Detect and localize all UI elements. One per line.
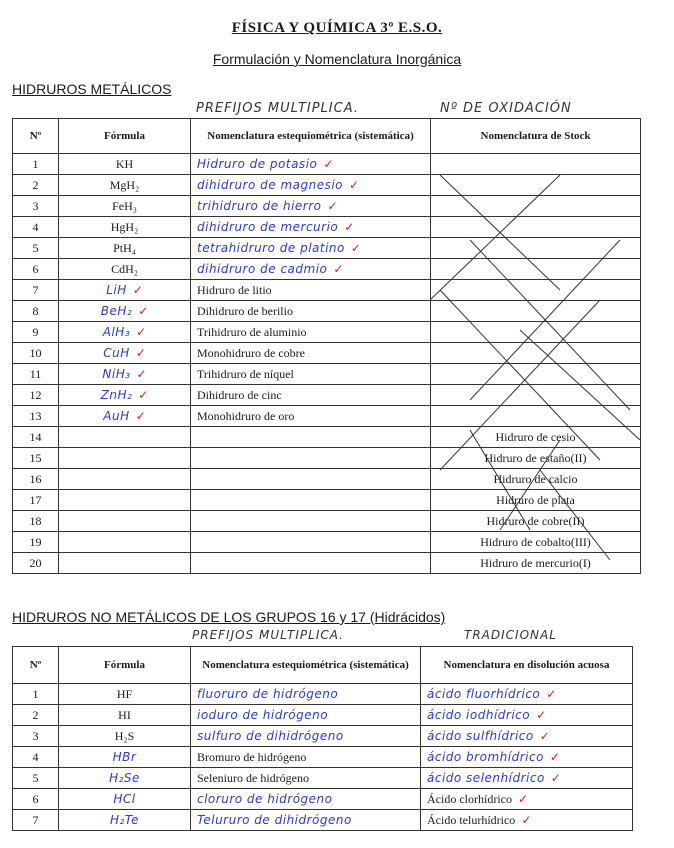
row-formula [59,810,191,831]
table-row [13,684,633,705]
checkmark-icon: ✓ [135,345,146,360]
checkmark-icon: ✓ [350,240,361,255]
document-title: FÍSICA Y QUÍMICA 3º E.S.O. [231,20,443,36]
row-num: 1 [13,684,59,705]
stoich-text: Dihidruro de berilio [197,303,293,318]
stoich-text: Trihidruro de aluminio [197,324,307,339]
formula-text: HBr [112,749,137,764]
row-formula [59,726,191,747]
row-num: 7 [13,280,59,301]
formula-text: KH [115,156,134,171]
checkmark-icon: ✓ [546,686,557,701]
row-formula [59,789,191,810]
table-header-row [13,647,633,684]
checkmark-icon: ✓ [136,366,147,381]
annotation-traditional: TRADICIONAL [464,628,557,642]
row-aqueous [421,747,633,768]
stoich-text: Hidruro de potasio [197,156,318,171]
row-num: 19 [13,532,59,553]
row-stoichiometric [191,789,421,810]
table-row [13,810,633,831]
stoich-text: Bromuro de hidrógeno [197,749,307,764]
row-num: 11 [13,364,59,385]
formula-text: HI [118,707,131,722]
formula-text: HgH₂ [110,219,139,234]
formula-text: BeH₂ [100,303,133,318]
formula-text: NiH₃ [102,366,131,381]
row-num: 17 [13,490,59,511]
header-num: Nº [13,119,59,154]
checkmark-icon: ✓ [539,728,550,743]
row-stock: Hidruro de cesio [431,427,641,448]
row-num: 13 [13,406,59,427]
row-stock: Hidruro de estaño(II) [431,448,641,469]
stoich-text: Trihidruro de níquel [197,366,294,381]
checkmark-icon: ✓ [517,791,529,806]
row-num: 6 [13,259,59,280]
formula-text: H₂Te [109,812,140,827]
row-num: 9 [13,322,59,343]
checkmark-icon: ✓ [549,749,560,764]
stoich-text: Monohidruro de cobre [197,345,305,360]
row-aqueous [421,726,633,747]
row-num: 1 [13,154,59,175]
row-num: 15 [13,448,59,469]
stoich-text: Seleniuro de hidrógeno [197,770,309,785]
checkmark-icon: ✓ [536,707,547,722]
stoich-text: Monohidruro de oro [197,408,295,423]
row-formula [59,747,191,768]
checkmark-icon: ✓ [323,156,334,171]
checkmark-icon: ✓ [136,324,147,339]
table-row [13,789,633,810]
aqueous-text: Ácido telurhídrico [427,812,516,827]
row-num: 3 [13,196,59,217]
row-num: 20 [13,553,59,574]
formula-text: ZnH₂ [100,387,133,402]
checkmark-icon: ✓ [550,770,561,785]
stoich-text: Hidruro de litio [197,282,272,297]
row-stoichiometric [191,684,421,705]
formula-text: PtH₄ [113,240,136,255]
row-aqueous [421,705,633,726]
row-stock: Hidruro de calcio [431,469,641,490]
row-stock: Hidruro de cobalto(III) [431,532,641,553]
stoich-text: ioduro de hidrógeno [197,707,329,722]
row-num: 5 [13,238,59,259]
stoich-text: cloruro de hidrógeno [197,791,333,806]
row-num: 18 [13,511,59,532]
stoich-text: trihidruro de hierro [197,198,322,213]
row-num: 16 [13,469,59,490]
aqueous-text: ácido iodhídrico [427,707,531,722]
aqueous-text: ácido sulfhídrico [427,728,534,743]
annotation-prefixes: PREFIJOS MULTIPLICA. [196,101,359,116]
table-hidracidos [12,646,633,831]
formula-text: AuH [103,408,130,423]
row-aqueous [421,768,633,789]
formula-text: H₂S [114,728,135,743]
stoich-text: fluoruro de hidrógeno [197,686,339,701]
checkmark-icon: ✓ [333,261,344,276]
row-num: 6 [13,789,59,810]
stoich-text: Telururo de dihidrógeno [197,812,352,827]
row-aqueous [421,789,633,810]
formula-text: LiH [106,282,127,297]
aqueous-text: ácido bromhídrico [427,749,544,764]
row-num: 8 [13,301,59,322]
row-aqueous [421,810,633,831]
row-stock: Hidruro de cobre(II) [431,511,641,532]
row-stoichiometric [191,747,421,768]
stoich-text: Dihidruro de cinc [197,387,282,402]
formula-text: AlH₃ [102,324,131,339]
table-row [13,726,633,747]
row-num: 4 [13,747,59,768]
formula-text: MgH₂ [109,177,140,192]
aqueous-text: ácido selenhídrico [427,770,545,785]
section-title-hidruros-metalicos: HIDRUROS METÁLICOS [12,81,172,97]
header-formula: Fórmula [59,647,191,684]
row-num: 14 [13,427,59,448]
annotation-oxidation-number: Nº DE OXIDACIÓN [440,101,572,116]
table-row [13,747,633,768]
section-title-hidruros-no-metalicos: HIDRUROS NO METÁLICOS DE LOS GRUPOS 16 y 17 (Hidrácidos) [12,609,446,625]
stoich-text: tetrahidruro de platino [197,240,345,255]
header-stoichiometric: Nomenclatura estequiométrica (sistemática) [191,119,431,154]
checkmark-icon: ✓ [135,408,146,423]
row-num: 2 [13,175,59,196]
row-aqueous [421,684,633,705]
aqueous-text: Ácido clorhídrico [427,791,512,806]
formula-text: CuH [103,345,130,360]
formula-text: CdH₂ [111,261,138,276]
header-stock: Nomenclatura de Stock [431,119,641,154]
document-subtitle: Formulación y Nomenclatura Inorgánica [212,51,462,67]
header-stoichiometric: Nomenclatura estequiométrica (sistemática) [191,647,421,684]
row-stoichiometric [191,768,421,789]
annotation-prefixes-2: PREFIJOS MULTIPLICA. [192,628,344,642]
row-num: 7 [13,810,59,831]
header-aqueous: Nomenclatura en disolución acuosa [421,647,633,684]
checkmark-icon: ✓ [132,282,143,297]
row-stock: Hidruro de mercurio(I) [431,553,641,574]
row-num: 3 [13,726,59,747]
stoich-text: dihidruro de magnesio [197,177,344,192]
checkmark-icon: ✓ [138,303,149,318]
table-row [13,705,633,726]
row-stoichiometric [191,810,421,831]
checkmark-icon: ✓ [344,219,355,234]
row-num: 5 [13,768,59,789]
row-stoichiometric [191,705,421,726]
header-num: Nº [13,647,59,684]
row-formula [59,684,191,705]
stoich-text: dihidruro de mercurio [197,219,339,234]
checkmark-icon: ✓ [349,177,360,192]
checkmark-icon: ✓ [138,387,149,402]
checkmark-icon: ✓ [327,198,338,213]
row-num: 2 [13,705,59,726]
table-row [13,768,633,789]
row-num: 10 [13,343,59,364]
row-formula [59,768,191,789]
formula-text: HF [116,686,133,701]
row-num: 4 [13,217,59,238]
row-formula [59,705,191,726]
stoich-text: dihidruro de cadmio [197,261,328,276]
formula-text: H₂Se [109,770,140,785]
formula-text: HCl [113,791,136,806]
stoich-text: sulfuro de dihidrógeno [197,728,344,743]
checkmark-icon: ✓ [521,812,532,827]
header-formula: Fórmula [59,119,191,154]
row-stock: Hidruro de plata [431,490,641,511]
row-stoichiometric [191,726,421,747]
aqueous-text: ácido fluorhídrico [427,686,541,701]
formula-text: FeH₃ [112,198,137,213]
row-num: 12 [13,385,59,406]
